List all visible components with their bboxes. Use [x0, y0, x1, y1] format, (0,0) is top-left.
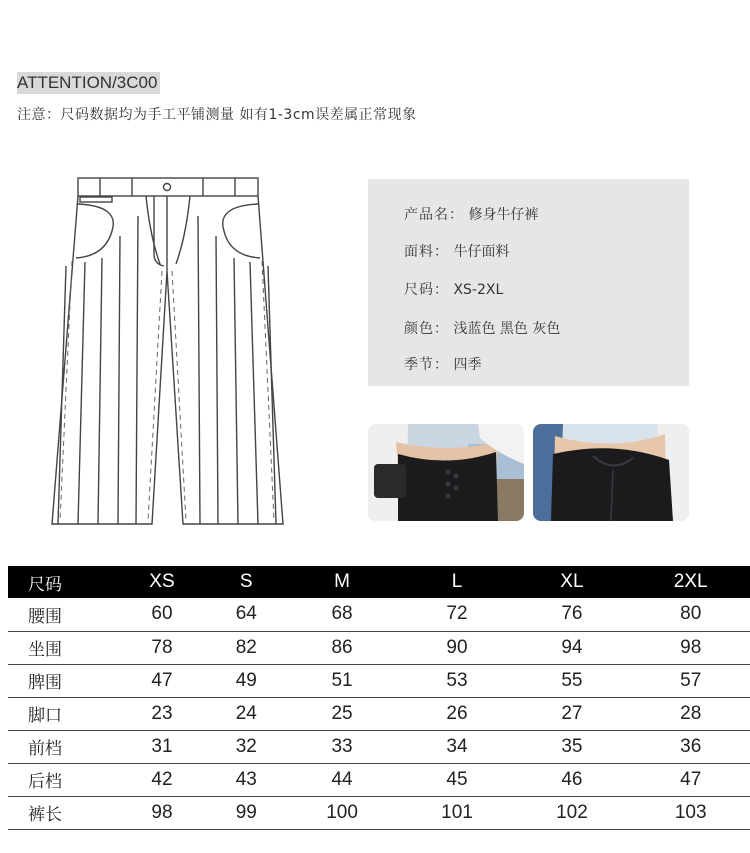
info-value: XS-2XL	[453, 282, 504, 298]
table-cell: 68	[331, 603, 353, 625]
table-cell: 102	[556, 801, 588, 823]
table-cell: 23	[151, 702, 173, 724]
table-cell: 25	[331, 702, 353, 724]
info-label: 产品名：	[404, 207, 464, 223]
table-cell: 80	[680, 603, 702, 625]
table-cell: 32	[235, 735, 257, 757]
table-cell: 36	[680, 735, 702, 757]
table-cell: 45	[446, 768, 468, 790]
table-cell: 86	[331, 636, 353, 658]
table-cell: 98	[680, 636, 702, 658]
table-row	[8, 730, 750, 763]
info-label: 季节：	[404, 357, 449, 373]
table-row	[8, 796, 750, 829]
header-cell: 尺码	[28, 574, 62, 595]
table-cell: 33	[331, 735, 353, 757]
product-photo-back	[533, 424, 689, 521]
table-cell: 27	[561, 702, 583, 724]
table-cell: 99	[235, 801, 257, 823]
table-row	[8, 631, 750, 664]
table-cell: 94	[561, 636, 583, 658]
info-value: 修身牛仔裤	[468, 207, 539, 223]
table-cell: 28	[680, 702, 702, 724]
table-cell: 98	[151, 801, 173, 823]
info-row-color	[404, 318, 560, 338]
row-label: 裤长	[28, 805, 62, 825]
info-value: 四季	[453, 357, 482, 373]
pants-illustration	[50, 176, 284, 526]
row-label: 前档	[28, 739, 62, 759]
table-cell: 64	[235, 603, 257, 625]
info-row-season	[404, 354, 481, 374]
attention-heading: ATTENTION/3C00	[17, 72, 160, 94]
table-cell: 47	[680, 768, 702, 790]
row-label: 坐围	[28, 640, 62, 660]
table-cell: 76	[561, 603, 583, 625]
header-cell: XS	[149, 571, 175, 592]
product-photo-front	[368, 424, 524, 521]
table-row	[8, 697, 750, 730]
header-cell: L	[451, 571, 463, 592]
table-cell: 55	[561, 669, 583, 691]
table-row	[8, 598, 750, 631]
header-cell: M	[334, 571, 350, 592]
header-cell: S	[239, 571, 253, 592]
header-cell: 2XL	[673, 571, 708, 592]
table-cell: 60	[151, 603, 173, 625]
row-label: 脾围	[28, 673, 62, 693]
size-table	[8, 566, 750, 830]
table-row	[8, 763, 750, 796]
table-cell: 42	[151, 768, 173, 790]
table-cell: 35	[561, 735, 583, 757]
size-table-header	[8, 566, 750, 598]
table-cell: 78	[151, 636, 173, 658]
table-cell: 51	[331, 669, 353, 691]
info-row-size	[404, 279, 503, 299]
table-cell: 90	[446, 636, 468, 658]
header-cell: XL	[560, 571, 584, 592]
info-value: 浅蓝色 黑色 灰色	[453, 321, 561, 337]
info-row-fabric	[404, 241, 509, 261]
table-cell: 82	[235, 636, 257, 658]
table-cell: 100	[326, 801, 358, 823]
measurement-note: 注意：尺码数据均为手工平铺测量 如有1-3cm误差属正常现象	[17, 107, 417, 123]
table-cell: 34	[446, 735, 468, 757]
table-cell: 46	[561, 768, 583, 790]
table-cell: 26	[446, 702, 468, 724]
row-label: 腰围	[28, 606, 62, 627]
table-cell: 43	[235, 768, 257, 790]
table-row	[8, 664, 750, 697]
table-cell: 103	[674, 801, 707, 823]
info-label: 尺码：	[404, 282, 449, 298]
info-label: 面料：	[404, 244, 449, 260]
table-cell: 72	[446, 603, 468, 625]
table-cell: 57	[680, 669, 702, 691]
product-info-panel	[368, 179, 689, 386]
table-cell: 24	[235, 702, 257, 724]
table-cell: 44	[331, 768, 353, 790]
table-cell: 47	[151, 669, 173, 691]
table-cell: 49	[235, 669, 257, 691]
info-value: 牛仔面料	[453, 244, 510, 260]
table-cell: 101	[441, 801, 473, 823]
row-label: 后档	[28, 772, 62, 792]
info-row-name	[404, 204, 538, 224]
table-cell: 31	[151, 735, 173, 757]
table-cell: 53	[446, 669, 468, 691]
info-label: 颜色：	[404, 321, 449, 337]
row-label: 脚口	[28, 706, 62, 726]
